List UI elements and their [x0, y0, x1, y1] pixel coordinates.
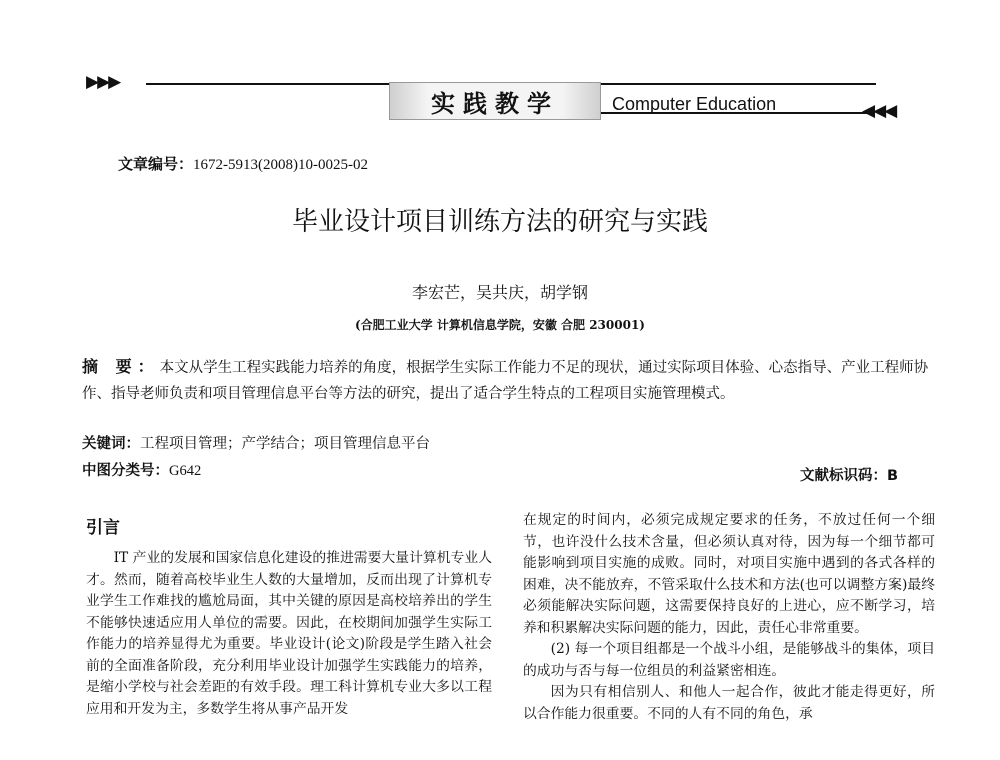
right-paragraph-2: (2) 每一个项目组都是一个战斗小组，是能够战斗的集体，项目的成功与否与每一位组员的利益紧密相连。 [523, 641, 935, 679]
abstract [82, 354, 936, 407]
right-paragraph-3: 因为只有相信别人、和他人一起合作，彼此才能走得更好，所以合作能力很重要。不同的人有不同的角色，承 [523, 684, 935, 722]
affiliation: (合肥工业大学 计算机信息学院，安徽 合肥 230001) [355, 318, 645, 332]
article-number-value: 1672-5913(2008)10-0025-02 [193, 157, 368, 173]
section-heading: 引言 [86, 518, 120, 538]
section-title: 实践教学 [431, 90, 559, 118]
header-left-arrows-icon: ▶▶▶ [86, 72, 120, 92]
journal-name: Computer Education [612, 94, 777, 114]
keywords-text: 工程项目管理；产学结合；项目管理信息平台 [140, 436, 430, 452]
right-column [523, 510, 935, 725]
keywords-label: 关键词： [82, 436, 140, 452]
clc-value: G642 [169, 463, 202, 479]
document-code: 文献标识码：B [800, 468, 899, 484]
clc-number [82, 459, 201, 480]
header-right-arrows-icon: ◀◀◀ [862, 101, 896, 121]
article-number [118, 153, 368, 174]
abstract-label: 摘 要： [82, 357, 160, 376]
abstract-text: 本文从学生工程实践能力培养的角度，根据学生实际工作能力不足的现状，通过实际项目体验、心态指导、产业工程师协作、指导老师负责和项目管理信息平台等方法的研究，提出了适合学生特点的工程项目实施管理模式。 [82, 360, 929, 402]
authors: 李宏芒，吴共庆，胡学钢 [411, 283, 588, 302]
right-paragraph-1: 在规定的时间内，必须完成规定要求的任务，不放过任何一个细节，也许没什么技术含量，但必须认真对待，因为每一个细节都可能影响到项目实施的成败。同时，对项目实施中遇到的各式各样的困难，决不能放弃，不管采取什么技术和方法(也可以调整方案)最终必须能解决实际问题，这需要保持良好的上进心，应不断学习，培养和积累解决实际问题的能力，因此，责任心非常重要。 [523, 512, 935, 636]
keywords [82, 432, 430, 453]
article-number-label: 文章编号： [118, 155, 194, 173]
clc-label: 中图分类号： [82, 463, 169, 479]
left-paragraph: IT 产业的发展和国家信息化建设的推进需要大量计算机专业人才。然而，随着高校毕业生人数的大量增加，反而出现了计算机专业学生工作难找的尴尬局面，其中关键的原因是高校培养出的学生不能够快速适应用人单位的需要。因此，在校期间加强学生实际工作能力的培养显得尤为重要。毕业设计(论文)阶段是学生踏入社会前的全面准备阶段，充分利用毕业设计加强学生实践能力的培养，是缩小学校与社会差距的有效手段。理工科计算机专业大多以工程应用和开发为主，多数学生将从事产品开发 [86, 550, 492, 717]
left-column [86, 548, 492, 720]
paper-title: 毕业设计项目训练方法的研究与实践 [291, 207, 708, 237]
